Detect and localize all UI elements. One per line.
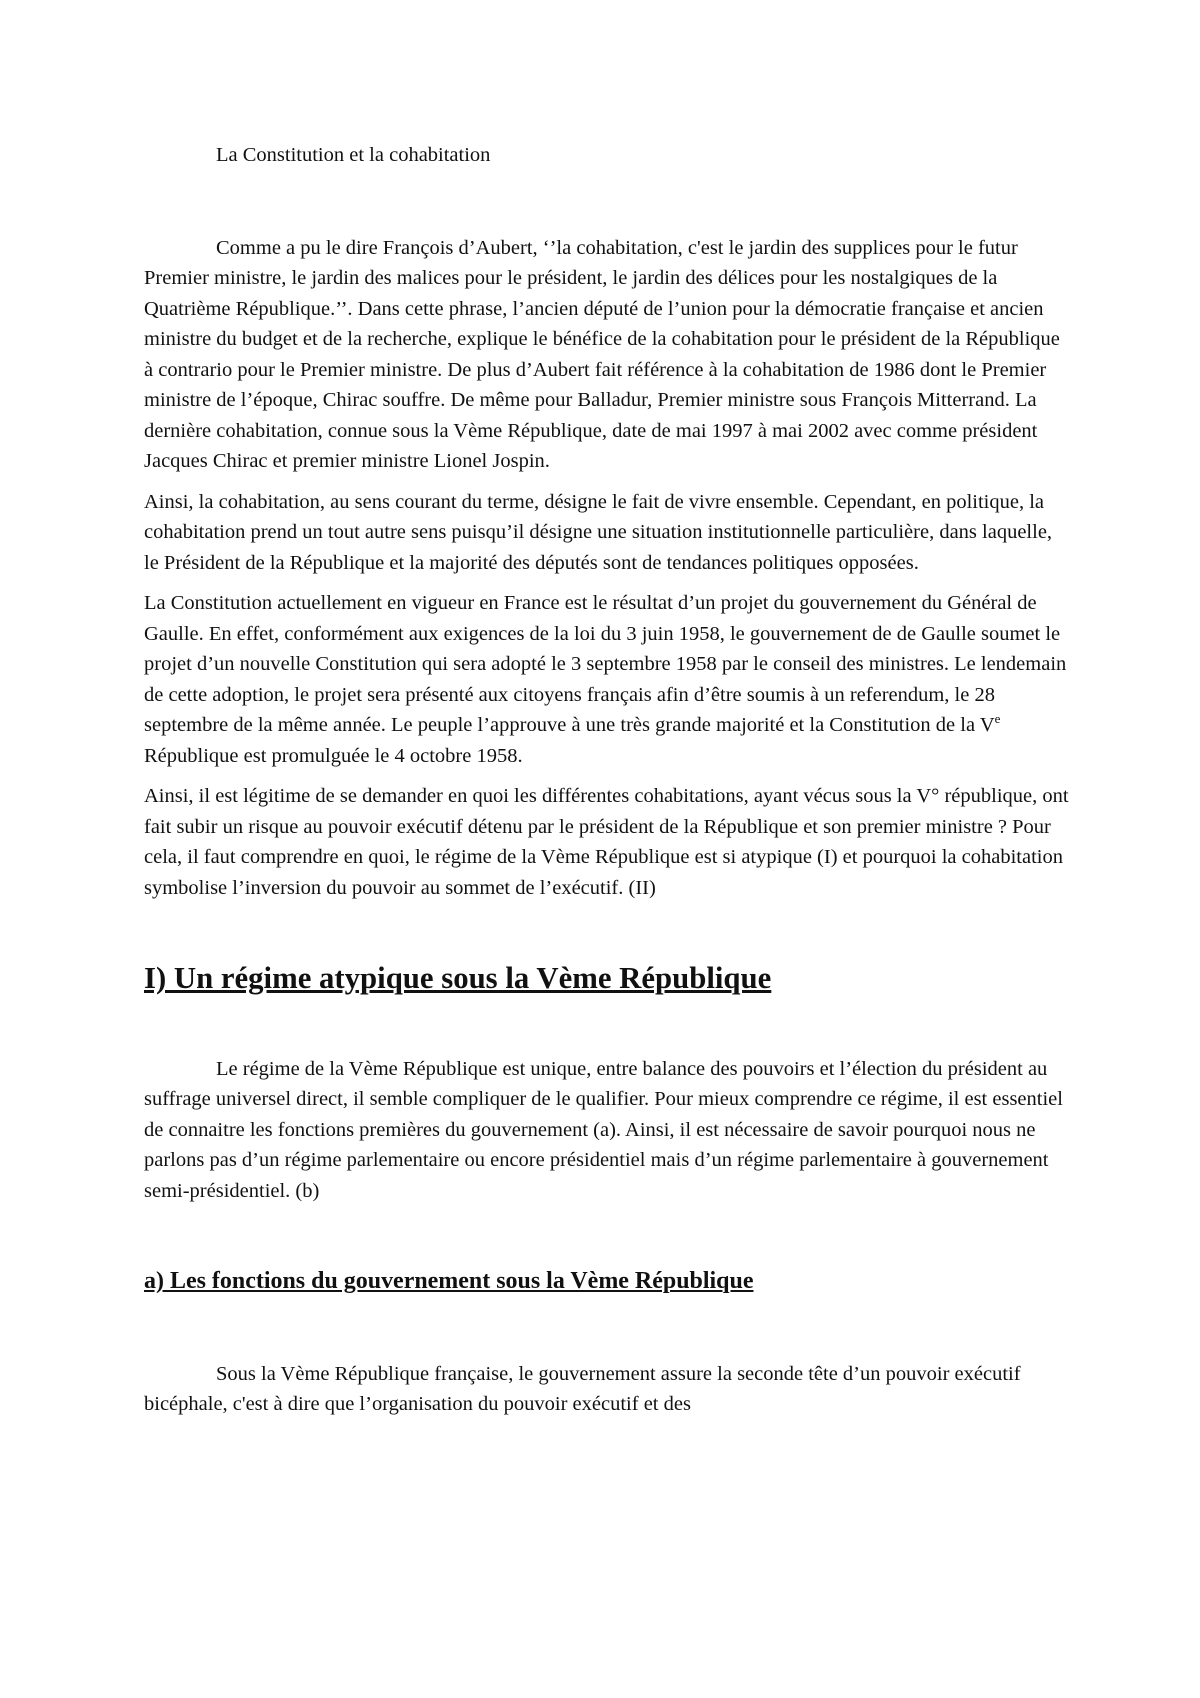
subsection-a-heading: a) Les fonctions du gouvernement sous la Vème République (144, 1268, 754, 1294)
definition-paragraph: Ainsi, la cohabitation, au sens courant du terme, désigne le fait de vivre ensemble. Cependant, en politique, la cohabitation prend un tout autre sens puisqu’il désigne une situation institutionnelle particulière, dans laquelle, le Président de la République et la majorité des députés sont de tendances politiques opposées. (144, 490, 1053, 574)
document-title: La Constitution et la cohabitation (216, 144, 491, 166)
history-text: La Constitution actuellement en vigueur en France est le résultat d’un projet du gouvernement du Général de Gaulle. En effet, conformément aux exigences de la loi du 3 juin 1958, le gouvernement de de Gaulle soumet le projet d’un nouvelle Constitution qui sera adopté le 3 septembre 1958 par le conseil des ministres. Le lendemain de cette adoption, le projet sera présenté aux citoyens français afin d’être soumis à un referendum, le 28 septembre de la même année. Le peuple l’approuve à une très grande majorité et la Constitution de la V (144, 592, 1067, 736)
history-paragraph (144, 588, 1069, 771)
intro-paragraph: Comme a pu le dire François d’Aubert, ‘’la cohabitation, c'est le jardin des supplices pour le futur Premier ministre, le jardin des malices pour le président, le jardin des délices pour les nostalgiques de la Quatrième République.’’. Dans cette phrase, l’ancien député de l’union pour la démocratie française et ancien ministre du budget et de la recherche, explique le bénéfice de la cohabitation pour le président de la République à contrario pour le Premier ministre. De plus d’Aubert fait référence à la cohabitation de 1986 dont le Premier ministre de l’époque, Chirac souffre. De même pour Balladur, Premier ministre sous François Mitterrand. La dernière cohabitation, connue sous la Vème République, date de mai 1997 à mai 2002 avec comme président Jacques Chirac et premier ministre Lionel Jospin. (144, 236, 1060, 472)
history-text-end: République est promulguée le 4 octobre 1958. (144, 744, 523, 767)
problematic-paragraph: Ainsi, il est légitime de se demander en quoi les différentes cohabitations, ayant vécus sous la V° république, ont fait subir un risque au pouvoir exécutif détenu par le président de la République et son premier ministre ? Pour cela, il faut comprendre en quoi, le régime de la Vème République est si atypique (I) et pourquoi la cohabitation symbolise l’inversion du pouvoir au sommet de l’exécutif. (II) (144, 785, 1069, 899)
subsection-paragraph: Sous la Vème République française, le gouvernement assure la seconde tête d’un pouvoir exécutif bicéphale, c'est à dire que l’organisation du pouvoir exécutif et des (144, 1362, 1021, 1415)
ordinal-superscript: e (994, 711, 1001, 727)
part-one-heading: I) Un régime atypique sous la Vème République (144, 961, 772, 995)
section-intro-paragraph: Le régime de la Vème République est unique, entre balance des pouvoirs et l’élection du président au suffrage universel direct, il semble compliquer de le qualifier. Pour mieux comprendre ce régime, il est essentiel de connaitre les fonctions premières du gouvernement (a). Ainsi, il est nécessaire de savoir pourquoi nous ne parlons pas d’un régime parlementaire ou encore présidentiel mais d’un régime parlementaire à gouvernement semi-présidentiel. (b) (144, 1057, 1063, 1202)
document-page (144, 140, 1069, 1420)
